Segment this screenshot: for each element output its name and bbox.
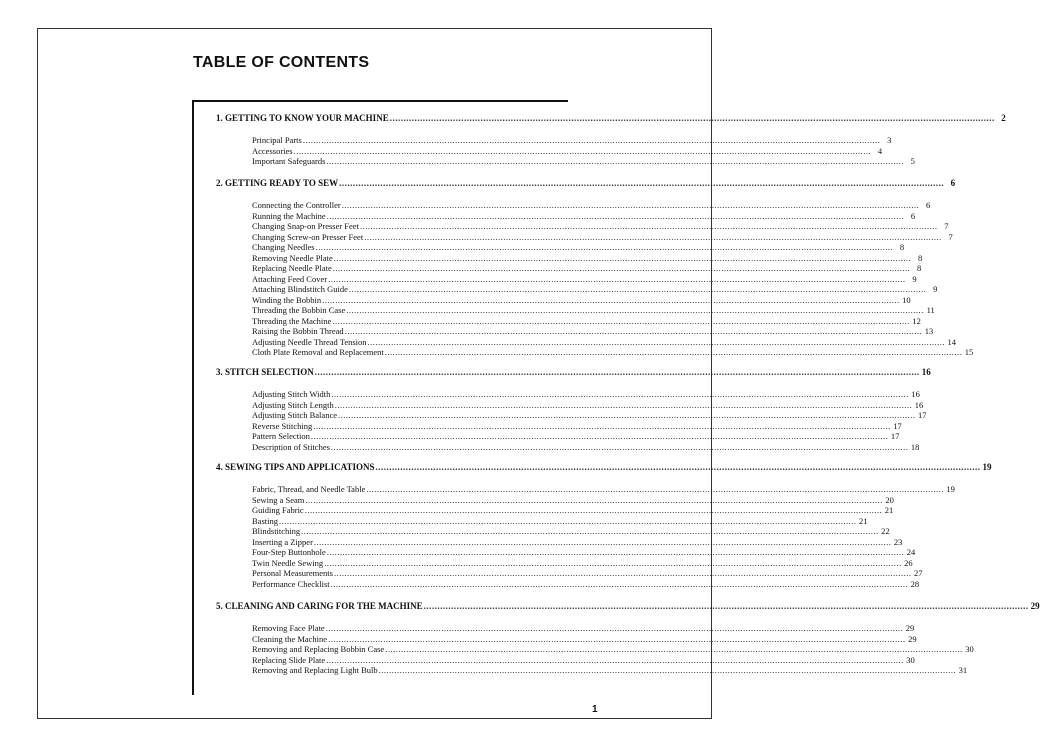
dot-leader: ............................................................................................................................................................................................................................ [324,557,902,568]
entry-page-number: 11 [926,305,935,315]
entry-page-number: 8 [917,263,922,273]
dot-leader: ............................................................................................................................................................................................................................ [313,536,892,547]
entry-label: Adjusting Needle Thread Tension [252,336,367,347]
toc-entry [252,273,917,285]
section-heading [216,113,1006,124]
toc-entry [252,347,974,358]
entry-page-number: 21 [884,505,894,515]
dot-leader: ............................................................................................................................................................................................................................ [305,494,883,505]
entry-label: Reverse Stitching [252,420,313,431]
entry-page-number: 10 [902,294,911,305]
entry-label: Removing Face Plate [252,623,325,633]
entry-page-number: 29 [908,633,917,644]
entry-page-number: 7 [948,231,953,242]
toc-entry [252,557,913,569]
dot-leader: ............................................................................................................................................................................................................................ [333,252,912,263]
entry-page-number: 13 [924,326,934,336]
toc-entry [252,568,923,579]
entry-label: Performance Checklist [252,578,330,589]
dot-leader: ............................................................................................................................................................................................................................ [367,336,946,347]
dot-leader: ............................................................................................................................................................................................................................ [326,156,904,166]
section-page-number: 29 [1030,601,1040,611]
dot-leader: ............................................................................................................................................................................................................................ [315,242,894,252]
toc-entry [252,135,892,146]
dot-leader: ............................................................................................................................................................................................................................ [302,135,881,145]
section-title: 3. STITCH SELECTION [216,367,314,377]
entry-label: Cloth Plate Removal and Replacement [252,347,384,357]
entry-label: Replacing Slide Plate [252,654,326,665]
dot-leader: ............................................................................................................................................................................................................................ [346,305,924,315]
entry-page-number: 31 [958,665,968,675]
section-page-number: 16 [921,367,931,377]
toc-entry [252,231,953,243]
page-title: TABLE OF CONTENTS [193,54,370,71]
toc-entry [252,210,916,222]
toc-entry [252,484,955,495]
dot-leader: ............................................................................................................................................................................................................................ [278,515,857,526]
toc-entry [252,420,902,432]
entry-page-number: 29 [905,623,915,633]
toc-entry [252,547,916,558]
toc-entry [252,242,905,253]
dot-leader: ............................................................................................................................................................................................................................ [366,484,944,494]
dot-leader: ............................................................................................................................................................................................................................ [322,294,900,305]
entry-label: Adjusting Stitch Length [252,399,334,410]
toc-entry [252,315,921,327]
toc-entry [252,515,868,527]
entry-page-number: 14 [947,336,957,347]
toc-entry [252,431,900,442]
section-page-number: 6 [950,178,956,188]
entry-page-number: 30 [906,654,915,665]
entry-page-number: 16 [914,399,924,410]
entry-page-number: 9 [912,273,917,284]
entry-label: Removing and Replacing Light Bulb [252,665,378,675]
entry-page-number: 9 [933,284,938,294]
section-title: 2. GETTING READY TO SEW [216,178,339,188]
dot-leader: ............................................................................................................................................................................................................................ [378,665,957,675]
toc-entry [252,494,894,506]
entry-page-number: 17 [918,410,927,420]
entry-label: Raising the Bobbin Thread [252,326,344,336]
toc-entry [252,326,934,337]
dot-leader: ............................................................................................................................................................................................................................ [375,462,981,472]
dot-leader: ............................................................................................................................................................................................................................ [304,505,883,515]
toc-entry [252,399,924,411]
entry-page-number: 8 [899,242,905,252]
dot-leader: ............................................................................................................................................................................................................................ [330,578,909,589]
entry-label: Changing Needles [252,242,315,252]
entry-page-number: 12 [912,315,921,326]
entry-label: Threading the Machine [252,315,332,326]
toc-entry [252,284,938,295]
section-page-number: 19 [982,462,992,472]
entry-label: Accessories [252,145,293,156]
toc-entry [252,623,915,634]
dot-leader: ............................................................................................................................................................................................................................ [359,221,938,231]
dot-leader: ............................................................................................................................................................................................................................ [344,326,923,336]
entry-label: Removing and Replacing Bobbin Case [252,644,385,654]
toc-entry [252,526,890,537]
entry-page-number: 26 [904,557,913,568]
dot-leader: ............................................................................................................................................................................................................................ [326,654,904,665]
entry-label: Sewing a Seam [252,494,305,505]
entry-label: Fabric, Thread, and Needle Table [252,484,366,494]
dot-leader: ............................................................................................................................................................................................................................ [313,420,891,431]
entry-label: Adjusting Stitch Width [252,389,331,399]
entry-page-number: 23 [893,536,903,547]
section-title: 1. GETTING TO KNOW YOUR MACHINE [216,113,389,123]
toc-entry [252,263,922,274]
dot-leader: ............................................................................................................................................................................................................................ [423,601,1029,611]
dot-leader: ............................................................................................................................................................................................................................ [314,367,920,377]
entry-page-number: 6 [910,210,916,221]
entry-page-number: 20 [885,494,894,505]
dot-leader: ............................................................................................................................................................................................................................ [389,113,995,123]
dot-leader: ............................................................................................................................................................................................................................ [332,263,911,273]
entry-label: Pattern Selection [252,431,310,441]
entry-page-number: 21 [858,515,868,526]
dot-leader: ............................................................................................................................................................................................................................ [331,389,909,399]
section-page-number: 2 [1001,113,1006,123]
toc-entry [252,644,974,655]
section-title: 4. SEWING TIPS AND APPLICATIONS [216,462,375,472]
toc-entry [252,156,915,167]
entry-page-number: 19 [946,484,955,494]
page-number: 1 [592,704,598,715]
dot-leader: ............................................................................................................................................................................................................................ [384,347,963,357]
entry-label: Connecting the Controller [252,200,341,210]
toc-entry [252,654,915,666]
toc-entry [252,441,920,453]
toc-entry [252,410,927,421]
entry-label: Twin Needle Sewing [252,557,324,568]
entry-label: Cleaning the Machine [252,633,328,644]
entry-label: Basting [252,515,278,526]
section-heading [216,367,931,378]
entry-label: Replacing Needle Plate [252,263,332,273]
dot-leader: ............................................................................................................................................................................................................................ [332,315,910,326]
toc-entry [252,665,968,676]
entry-page-number: 30 [965,644,974,654]
entry-page-number: 17 [890,431,900,441]
entry-page-number: 5 [910,156,915,166]
dot-leader: ............................................................................................................................................................................................................................ [364,231,942,242]
entry-page-number: 24 [906,547,916,557]
dot-leader: ............................................................................................................................................................................................................................ [333,568,912,578]
entry-page-number: 16 [911,389,920,399]
entry-page-number: 18 [910,441,920,452]
toc-entry [252,221,949,232]
dot-leader: ............................................................................................................................................................................................................................ [310,431,889,441]
entry-page-number: 4 [877,145,883,156]
entry-page-number: 8 [917,252,923,263]
entry-label: Attaching Feed Cover [252,273,328,284]
entry-label: Personal Measurements [252,568,333,578]
section-heading [216,462,992,473]
section-heading [216,601,1040,612]
dot-leader: ............................................................................................................................................................................................................................ [325,623,904,633]
entry-label: Adjusting Stitch Balance [252,410,337,420]
toc-entry [252,505,894,516]
entry-label: Attaching Blindstitch Guide [252,284,348,294]
entry-label: Winding the Bobbin [252,294,322,305]
toc-entry [252,294,911,306]
entry-label: Changing Screw-on Presser Feet [252,231,364,242]
dot-leader: ............................................................................................................................................................................................................................ [334,399,913,410]
dot-leader: ............................................................................................................................................................................................................................ [385,644,963,654]
entry-label: Important Safeguards [252,156,326,166]
entry-label: Changing Snap-on Presser Feet [252,221,359,231]
entry-label: Description of Stitches [252,441,330,452]
entry-label: Blindstitching [252,526,301,536]
section-heading [216,178,956,189]
toc-entry [252,633,917,645]
dot-leader: ............................................................................................................................................................................................................................ [328,633,906,644]
entry-page-number: 27 [913,568,923,578]
entry-label: Threading the Bobbin Case [252,305,346,315]
entry-page-number: 15 [964,347,974,357]
entry-page-number: 6 [926,200,931,210]
entry-page-number: 28 [910,578,920,589]
toc-entry [252,389,920,400]
entry-label: Principal Parts [252,135,302,145]
dot-leader: ............................................................................................................................................................................................................................ [326,547,905,557]
dot-leader: ............................................................................................................................................................................................................................ [348,284,927,294]
toc-entry [252,536,903,548]
entry-label: Removing Needle Plate [252,252,333,263]
toc-entry [252,305,935,316]
dot-leader: ............................................................................................................................................................................................................................ [326,210,905,221]
entry-page-number: 3 [887,135,892,145]
entry-label: Running the Machine [252,210,326,221]
entry-label: Four-Step Buttonhole [252,547,326,557]
dot-leader: ............................................................................................................................................................................................................................ [293,145,872,156]
dot-leader: ............................................................................................................................................................................................................................ [301,526,879,536]
toc-entry [252,336,957,348]
toc-entry [252,578,920,590]
entry-label: Inserting a Zipper [252,536,313,547]
entry-label: Guiding Fabric [252,505,304,515]
dot-leader: ............................................................................................................................................................................................................................ [339,178,945,188]
entry-page-number: 7 [944,221,949,231]
toc-entry [252,145,883,157]
entry-page-number: 17 [893,420,902,431]
dot-leader: ............................................................................................................................................................................................................................ [328,273,906,284]
dot-leader: ............................................................................................................................................................................................................................ [338,410,916,420]
dot-leader: ............................................................................................................................................................................................................................ [330,441,909,452]
toc-entry [252,252,923,264]
dot-leader: ............................................................................................................................................................................................................................ [341,200,920,210]
section-title: 5. CLEANING AND CARING FOR THE MACHINE [216,601,423,611]
entry-page-number: 22 [881,526,890,536]
toc-entry [252,200,931,211]
